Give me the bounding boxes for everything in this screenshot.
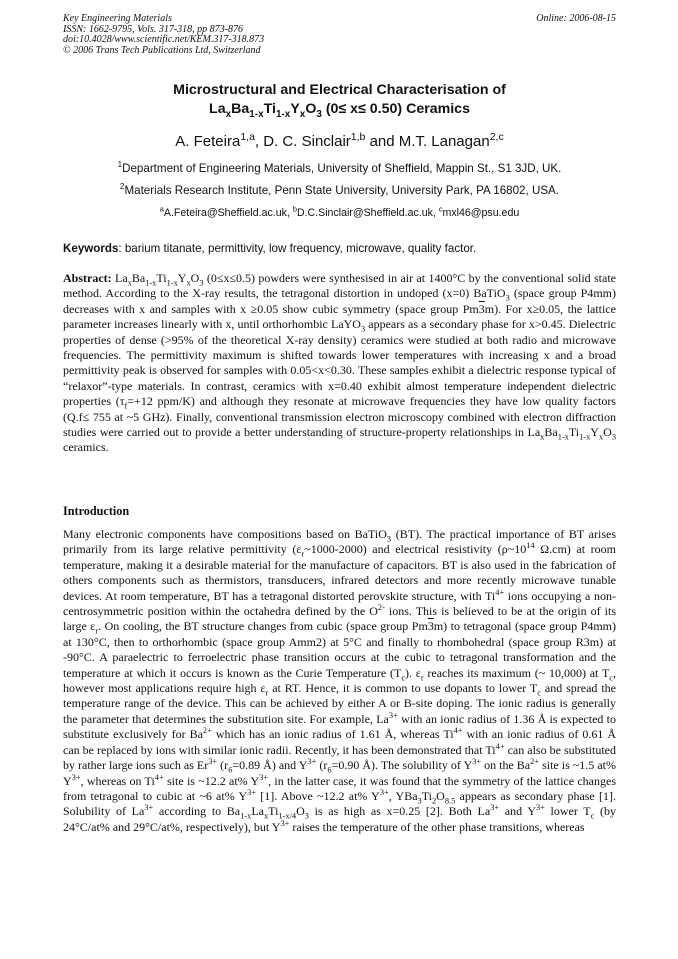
author-1: A. Feteira: [175, 133, 241, 150]
email-b: D.C.Sinclair@Sheffield.ac.uk,: [296, 207, 436, 219]
author-3-affil: 2,c: [489, 131, 504, 143]
introduction-paragraph: Many electronic components have compositions based on BaTiO$_3$ (BT). The practical importance of BT arises primarily from its large relative permittivity $(\varepsilon_r\sim 1000-2000)$ and electrical resistivity ($\rho\sim 10^{14}$ Ω.cm) at room temperature, making it a desirable material for the manufacture of capacitors. BT is also used in the fabrication of others components such as thermistors, transducers, infrared detectors and more recently microwave tunable devices. At room temperature, BT has a tetragonal distorted perovskite structure, with $Ti^{4+}$ ions occupying a non-centrosymmetric position within the octahedra defined by the $O^{2-}$ ions. This is believed to be at the origin of its large $\varepsilon_r$. On cooling, the BT structure changes from cubic (space group Pm3m) to tetragonal (space group P4mm) at 130°C, then to orthorhombic (space group Amm2) at 5°C and finally to rhombohedral (space group R3m) at -90°C. A paraelectric to ferroelectric phase transition occurs at the cubic to tetragonal transformation and the temperature at which it occurs is known as the Curie Temperature $(T_c)$. $\varepsilon_r$ reaches its maximum (~ 10,000) at $T_c$, however most applications require high $\varepsilon_r$ at RT. Hence, it is common to use dopants to lower $T_c$ and spread the temperature range of the device. This can be achieved by either A or B-site doping. The ionic radius is generally the parameter that determines the substitution site. For example, $La^{3+}$ with an ionic radius of 1.36 Å is expected to substitute exclusively for $Ba^{2+}$ which has an ionic radius of 1.61 Å, whereas $Ti^{4+}$ with an ionic radius of 0.61 Å can be replaced by ions with similar ionic radii. Recently, it has been demonstrated that $Ti^{4+}$ can also be substituted by rather large ions such as $Er^{3+}$ ($r_6=0.89$ Å) and $Y^{3+}$ ($r_6=0.90$ Å). The solubility of $Y^{3+}$ on the $Ba^{2+}$ site is ~1.5 at% $Y^{3+}$, whereas on $Ti^{4+}$ site is ~12.2 at% $Y^{3+}$, in the latter case, it was found that the symmetry of the lattice changes from tetragonal to cubic at ~6 at% $Y^{3+}$ [1]. Above ~12.2 at% $Y^{3+}$, $YBa_3Ti_2O_{8.5}$ appears as secondary phase [1]. Solubility of $La^{3+}$ according to $Ba_{1-x}La_xTi_{1-x/4}O_3$ is as high as x=0.25 [2]. Both $La^{3+}$ and $Y^{3+}$ lower $T_c$ (by 24°C/at% and 29°C/at%, respectively), but $Y^{3+}$ raises the temperature of the other phase transitions, whereas: [63, 527, 617, 834]
abstract-paragraph: Abstract: $La_xBa_{1-x}Ti_{1-x}Y_xO_3$ (0≤x≤0.5) powders were synthesised in air at 1400°C by the conventional solid state method. According to the X-ray results, the tetragonal distortion in undoped (x=0) BaTiO$_3$ (space group P4mm) decreases with x and samples with x ≥0.05 show cubic symmetry (space group Pm3m). For x≥0.05, the lattice parameter increases linearly with x, until orthorhombic LaYO$_3$ appears as a secondary phase for x>0.45. Dielectric properties of dense (>95% of the theoretical X-ray density) ceramics were studied at both radio and microwave frequencies. The permittivity maximum is shifted towards lower temperatures with increasing x and a broad permittivity peak is observed for samples with 0.05<x<0.30. These samples exhibit a dielectric response typical of “relaxor”-type materials. In contrast, ceramics with x=0.40 exhibit almost temperature independent dielectric properties ($\tau_f=+12$ ppm/K) and although they resonate at microwave frequencies they have low quality factors (Q.f≤ 755 at ~5 GHz). Finally, conventional transmission electron microscopy combined with electron diffraction studies were carried out to provide a better understanding of structure-property relationships in $La_xBa_{1-x}Ti_{1-x}Y_xO_3$ ceramics.: [63, 271, 617, 455]
email-a: A.Feteira@Sheffield.ac.uk,: [163, 207, 290, 219]
keywords: [63, 241, 616, 256]
author-2-affil: 1,b: [350, 131, 366, 143]
title-line-2-suffix: (0≤ x≤ 0.50) Ceramics: [321, 101, 470, 117]
affiliation-1: $^1$Department of Engineering Materials, University of Sheffield, Mappin St., S1 3JD, UK.: [117, 160, 562, 175]
title-line-2: $La_xBa_{1-x}Ti_{1-x}Y_xO_3$ (0≤ x≤ 0.50) Ceramics: [209, 101, 470, 120]
journal-name: Key Engineering Materials: [63, 13, 172, 24]
title-line-1: Microstructural and Electrical Characterisation of: [173, 82, 506, 98]
email-c: mxl46@psu.edu: [442, 207, 520, 219]
copyright-line: © 2006 Trans Tech Publications Ltd, Switzerland: [63, 44, 261, 56]
doi-line: doi:10.4028/www.scientific.net/KEM.317-318.873: [63, 34, 265, 46]
introduction-heading: Introduction: [63, 504, 130, 518]
author-3: M.T. Lanagan: [398, 133, 490, 150]
author-emails: $^a$A.Feteira@Sheffield.ac.uk, $^b$D.C.Sinclair@Sheffield.ac.uk, $^c$mxl46@psu.edu: [159, 204, 520, 219]
abstract-label: Abstract:: [63, 271, 112, 285]
paper-title: [63, 81, 616, 119]
author-list: A. Feteira$^{1,a}$, D. C. Sinclair$^{1,b}$ and M.T. Lanagan$^{2,c}$: [175, 131, 504, 150]
author-1-affil: 1,a: [240, 131, 255, 143]
online-date: Online: 2006-08-15: [536, 13, 616, 24]
keywords-label: Keywords: [63, 242, 119, 255]
keywords-text: : barium titanate, permittivity, low frequency, microwave, quality factor.: [118, 242, 477, 255]
author-2: D. C. Sinclair: [263, 133, 351, 150]
issn-line: ISSN: 1662-9795, Vols. 317-318, pp 873-876: [63, 23, 243, 35]
affiliation-2: $^2$Materials Research Institute, Penn State University, University Park, PA 16802, USA.: [119, 182, 560, 197]
running-header: [63, 14, 616, 56]
